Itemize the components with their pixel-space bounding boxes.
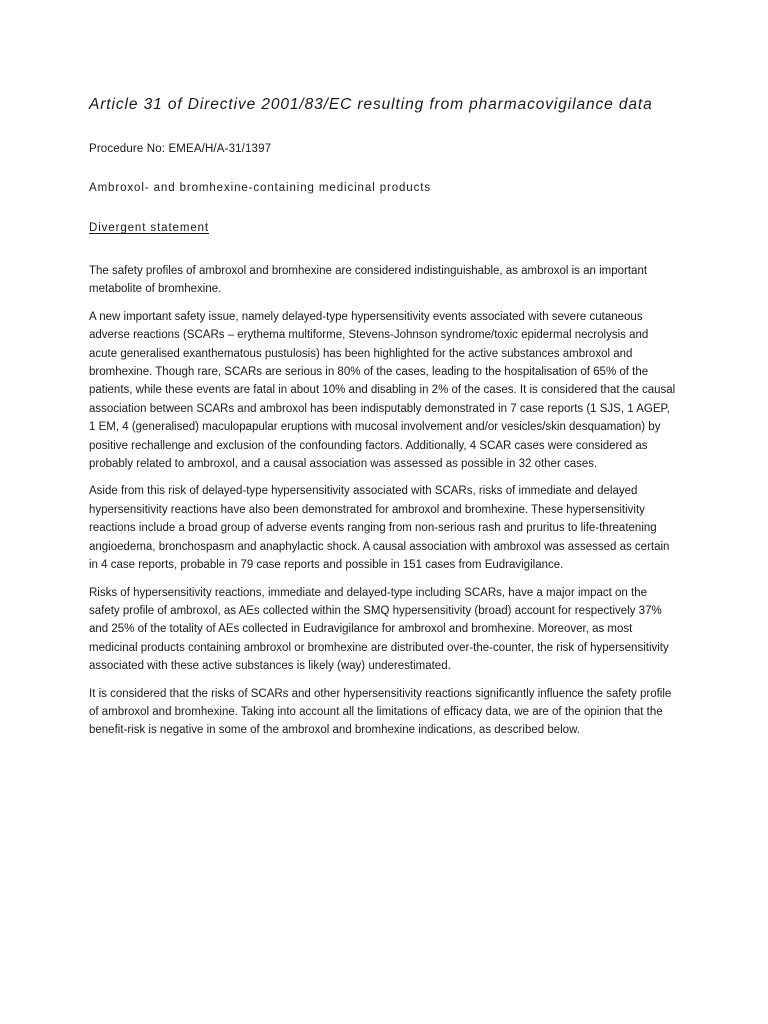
document-title: Article 31 of Directive 2001/83/EC resulting from pharmacovigilance data: [89, 96, 653, 113]
procedure-number: Procedure No: EMEA/H/A-31/1397: [89, 143, 272, 155]
document-body: [89, 262, 679, 749]
paragraph: The safety profiles of ambroxol and bromhexine are considered indistinguishable, as ambroxol is an important metabolite of bromhexine.: [89, 265, 648, 296]
paragraph: Aside from this risk of delayed-type hypersensitivity associated with SCARs, risks of immediate and delayed hypersensitivity reactions have also been demonstrated for ambroxol and bromhexine. These hypersensitivity reactions include a broad group of adverse events ranging from non-serious rash and pruritus to life-threatening angioedema, bronchospasm and anaphylactic shock. A causal association with ambroxol was assessed as certain in 4 case reports, probable in 79 case reports and possible in 151 cases from Eudravigilance.: [89, 485, 670, 572]
paragraph: A new important safety issue, namely delayed-type hypersensitivity events associated with severe cutaneous adverse reactions (SCARs – erythema multiforme, Stevens-Johnson syndrome/toxic epidermal necrolysis and acute generalised exanthematous pustulosis) has been highlighted for the active substances ambroxol and bromhexine. Though rare, SCARs are serious in 80% of the cases, leading to the hospitalisation of 65% of the patients, while these events are fatal in about 10% and disabling in 2% of the cases. It is considered that the causal association between SCARs and ambroxol has been indisputably demonstrated in 7 case reports (1 SJS, 1 AGEP, 1 EM, 4 (generalised) maculopapular eruptions with mucosal involvement and/or vesicles/skin desquamation) by positive rechallenge and exclusion of the confounding factors. Additionally, 4 SCAR cases were considered as probably related to ambroxol, and a causal association was assessed as possible in 32 other cases.: [89, 310, 676, 471]
paragraph: It is considered that the risks of SCARs and other hypersensitivity reactions significantly influence the safety profile of ambroxol and bromhexine. Taking into account all the limitations of efficacy data, we are of the opinion that the benefit-risk is negative in some of the ambroxol and bromhexine indications, as described below.: [89, 687, 672, 737]
paragraph: Risks of hypersensitivity reactions, immediate and delayed-type including SCARs, have a major impact on the safety profile of ambroxol, as AEs collected within the SMQ hypersensitivity (broad) account for respectively 37% and 25% of the totality of AEs collected in Eudravigilance for ambroxol and bromhexine. Moreover, as most medicinal products containing ambroxol or bromhexine are distributed over-the-counter, the risk of hypersensitivity associated with these active substances is likely (way) underestimated.: [89, 586, 669, 673]
products-subject: Ambroxol- and bromhexine-containing medicinal products: [89, 182, 432, 194]
section-heading: Divergent statement: [89, 222, 210, 234]
